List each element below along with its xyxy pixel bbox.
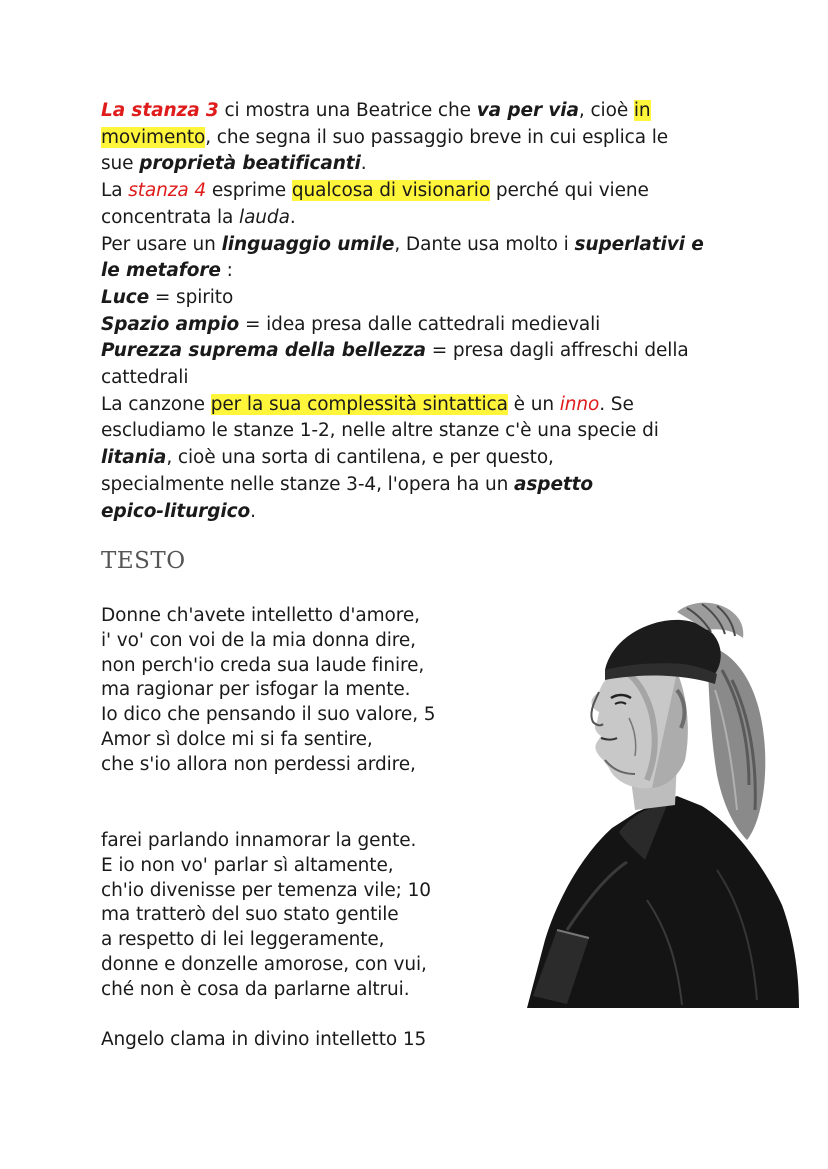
verse-line: Donne ch'avete intelletto d'amore, — [101, 605, 420, 626]
prose-line: Per usare un linguaggio umile, Dante usa molto i superlativi e — [101, 233, 704, 255]
verse-line: Io dico che pensando il suo valore, 5 — [101, 704, 436, 726]
verse-line: non perch'io creda sua laude finire, — [101, 654, 425, 676]
prose-line: specialmente nelle stanze 3-4, l'opera ha un aspetto — [101, 473, 593, 495]
term-spazio-ampio: Spazio ampio — [101, 313, 240, 335]
section-heading: TESTO — [101, 548, 186, 574]
term-va-per-via: va per via — [476, 100, 579, 121]
highlight-complessita: per la sua complessità sintattica — [210, 393, 508, 415]
term-epico-liturgico: epico-liturgico — [101, 500, 251, 522]
term-stanza-3: La stanza 3 — [101, 100, 219, 121]
prose-line: movimento, che segna il suo passaggio breve in cui esplica le — [101, 126, 669, 148]
prose-line: La stanza 3 ci mostra una Beatrice che va per via, cioè in — [101, 100, 651, 121]
prose-line: Luce = spirito — [101, 286, 234, 308]
poem-stanza-2 — [101, 829, 521, 1003]
verse-line: Angelo clama in divino intelletto 15 — [101, 1029, 427, 1050]
prose-line: cattedrali — [101, 367, 189, 389]
verse-line: i' vo' con voi de la mia donna dire, — [101, 629, 416, 651]
verse-line: ch'io divenisse per temenza vile; 10 — [101, 879, 431, 901]
term-luce: Luce — [101, 286, 150, 308]
term-proprieta-beatificanti: proprietà beatificanti — [139, 153, 361, 175]
prose-line: escludiamo le stanze 1-2, nelle altre stanze c'è una specie di — [101, 420, 659, 442]
term-aspetto: aspetto — [514, 473, 593, 495]
highlight-visionario: qualcosa di visionario — [291, 180, 491, 202]
term-litania: litania — [101, 447, 167, 469]
verse-line: a respetto di lei leggeramente, — [101, 929, 385, 951]
prose-line: La canzone per la sua complessità sintattica è un inno. Se — [101, 393, 634, 415]
term-inno: inno — [559, 393, 600, 415]
verse-line: che s'io allora non perdessi ardire, — [101, 753, 416, 775]
commentary-paragraph — [101, 98, 731, 525]
verse-line: donne e donzelle amorose, con vui, — [101, 953, 427, 975]
dante-portrait-image — [527, 600, 799, 1008]
verse-line: E io non vo' parlar sì altamente, — [101, 854, 394, 876]
verse-line: ma ragionar per isfogar la mente. — [101, 679, 411, 701]
prose-line: le metafore : — [101, 260, 233, 282]
prose-line: concentrata la lauda. — [101, 206, 296, 228]
prose-line: litania, cioè una sorta di cantilena, e per questo, — [101, 447, 554, 469]
term-linguaggio-umile: linguaggio umile — [221, 233, 395, 255]
verse-line: ché non è cosa da parlarne altrui. — [101, 978, 410, 1000]
term-stanza-4: stanza 4 — [128, 180, 207, 202]
verse-line: Amor sì dolce mi si fa sentire, — [101, 728, 373, 750]
term-metafore: le metafore — [101, 260, 221, 282]
verse-line: farei parlando innamorar la gente. — [101, 830, 417, 851]
prose-line: Purezza suprema della bellezza = presa dagli affreschi della — [101, 340, 689, 362]
highlight-movimento: movimento — [101, 126, 206, 148]
term-lauda: lauda — [239, 206, 290, 228]
verse-line: ma tratterò del suo stato gentile — [101, 904, 399, 926]
poem-stanza-3 — [101, 1028, 521, 1053]
term-purezza-suprema: Purezza suprema della bellezza — [101, 340, 426, 362]
prose-line: Spazio ampio = idea presa dalle cattedrali medievali — [101, 313, 601, 335]
highlight-in: in — [633, 100, 651, 121]
prose-line: epico-liturgico. — [101, 500, 256, 522]
poem-stanza-1 — [101, 604, 521, 778]
prose-line: La stanza 4 esprime qualcosa di visionario perché qui viene — [101, 180, 649, 202]
prose-line: sue proprietà beatificanti. — [101, 153, 367, 175]
term-superlativi: superlativi e — [574, 233, 704, 255]
